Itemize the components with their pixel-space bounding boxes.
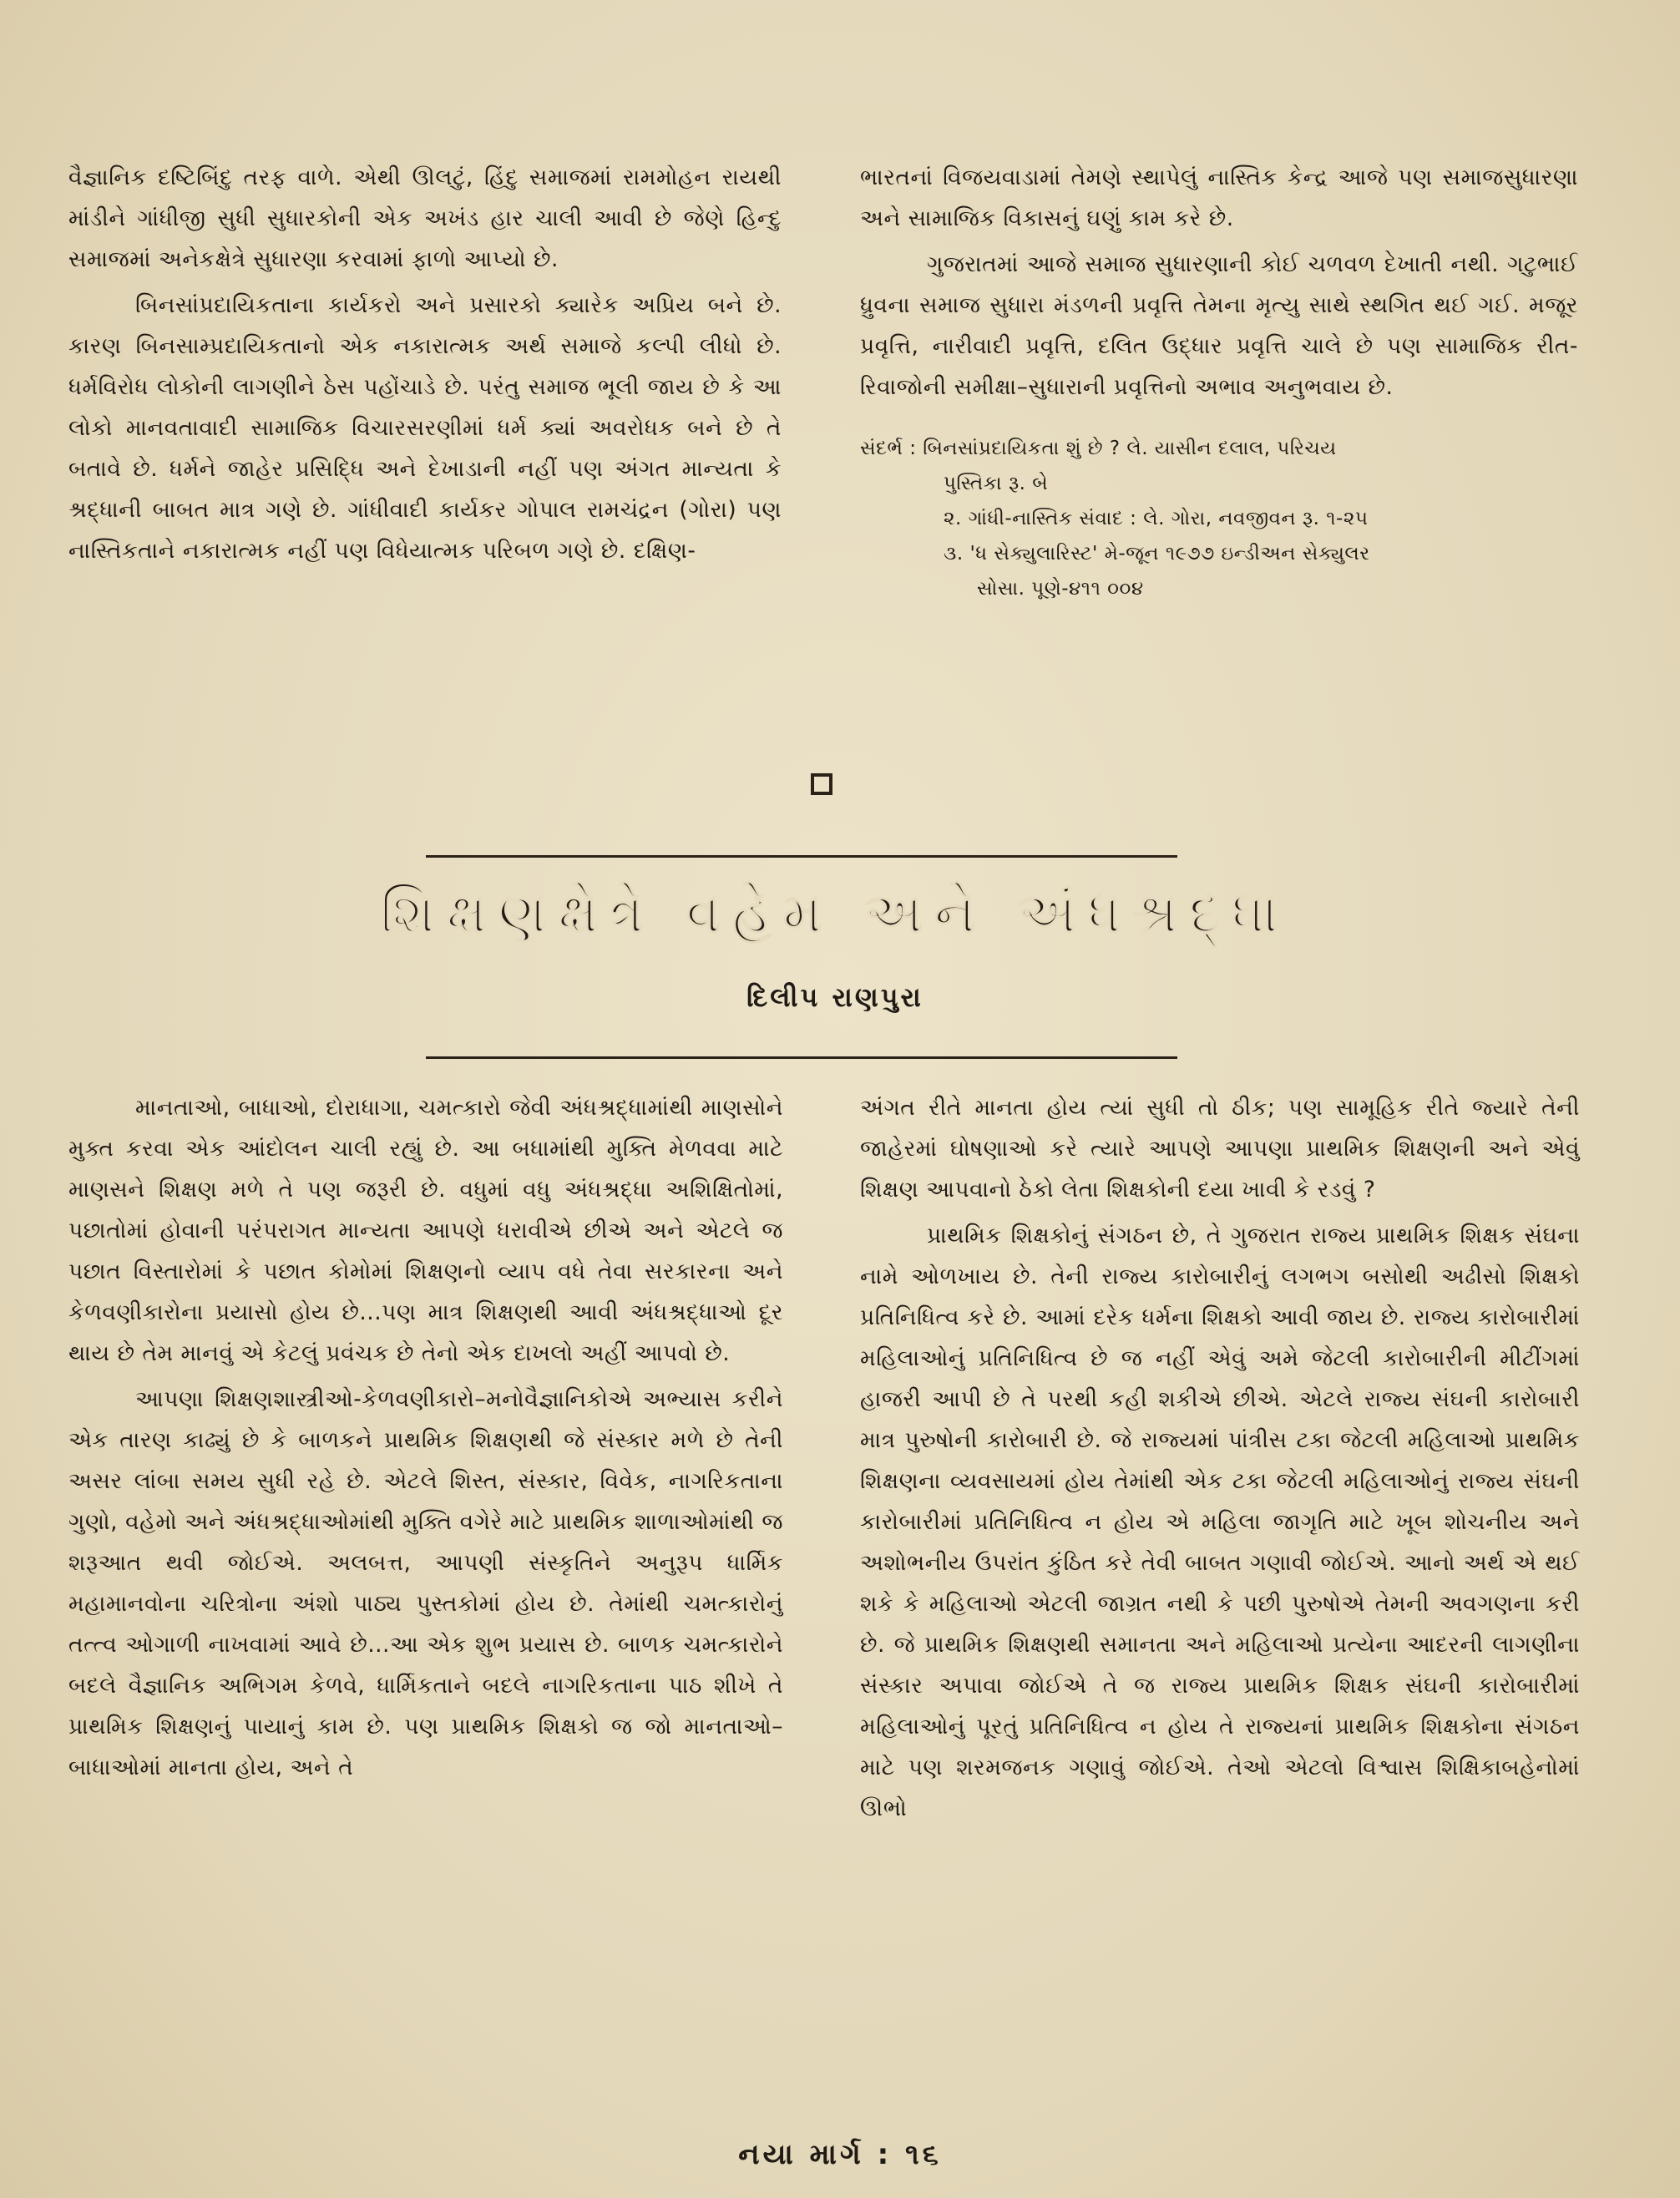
previous-article-left-column <box>68 157 782 571</box>
reference-line: ૨. ગાંધી-નાસ્તિક સંવાદ : લે. ગોરા, નવજીવન રૂ. ૧-૨૫ <box>944 508 1369 529</box>
reference-line: સોસા. પૂણે-૪૧૧ ૦૦૪ <box>977 578 1144 600</box>
divider <box>426 855 1177 858</box>
page-footer: નયા માર્ગ : ૧૬ <box>738 2138 942 2171</box>
article-left-column <box>68 1087 783 1788</box>
reference-line: પુસ્તિકા રૂ. બે <box>944 473 1049 494</box>
paragraph: બિનસાંપ્રદાયિકતાના કાર્યકરો અને પ્રસારકો ક્યારેક અપ્રિય બને છે. કારણ બિનસામ્પ્રદાયિકતાનો એક નકારાત્મક અર્થ સમાજે કલ્પી લીધો છે. ધર્મવિરોધ લોકોની લાગણીને ઠેસ પહોંચાડે છે. પરંતુ સમાજ ભૂલી જાય છે કે આ લોકો માનવતાવાદી સામાજિક વિચારસરણીમાં ધર્મ ક્યાં અવરોધક બને છે તે બતાવે છે. ધર્મને જાહેર પ્રસિદ્ધિ અને દેખાડાની નહીં પણ અંગત માન્યતા કે શ્રદ્ધાની બાબત માત્ર ગણે છે. ગાંધીવાદી કાર્યકર ગોપાલ રામચંદ્રન (ગોરા) પણ નાસ્તિકતાને નકારાત્મક નહીં પણ વિધેયાત્મક પરિબળ ગણે છે. દક્ષિણ- <box>68 292 782 564</box>
paragraph: આપણા શિક્ષણશાસ્ત્રીઓ-કેળવણીકારો–મનોવૈજ્ઞાનિકોએ અભ્યાસ કરીને એક તારણ કાઢ્યું છે કે બાળકને પ્રાથમિક શિક્ષણથી જે સંસ્કાર મળે છે તેની અસર લાંબા સમય સુધી રહે છે. એટલે શિસ્ત, સંસ્કાર, વિવેક, નાગરિકતાના ગુણો, વહેમો અને અંધશ્રદ્ધાઓમાંથી મુક્તિ વગેરે માટે પ્રાથમિક શાળાઓમાંથી જ શરૂઆત થવી જોઈએ. અલબત્ત, આપણી સંસ્કૃતિને અનુરૂપ ધાર્મિક મહામાનવોના ચરિત્રોના અંશો પાઠ્ય પુસ્તકોમાં હોય છે. તેમાંથી ચમત્કારોનું તત્ત્વ ઓગાળી નાખવામાં આવે છે...આ એક શુભ પ્રયાસ છે. બાળક ચમત્કારોને બદલે વૈજ્ઞાનિક અભિગમ કેળવે, ધાર્મિકતાને બદલે નાગરિકતાના પાઠ શીખે તે પ્રાથમિક શિક્ષણનું પાયાનું કામ છે. પણ પ્રાથમિક શિક્ષકો જ જો માનતાઓ–બાધાઓમાં માનતા હોય, અને તે <box>68 1386 783 1780</box>
paragraph: પ્રાથમિક શિક્ષકોનું સંગઠન છે, તે ગુજરાત રાજ્ય પ્રાથમિક શિક્ષક સંઘના નામે ઓળખાય છે. તેની રાજ્ય કારોબારીનું લગભગ બસોથી અઢીસો શિક્ષકો પ્રતિનિધિત્વ કરે છે. આમાં દરેક ધર્મના શિક્ષકો આવી જાય છે. રાજ્ય કારોબારીમાં મહિલાઓનું પ્રતિનિધિત્વ છે જ નહીં એવું અમે જેટલી કારોબારીની મીટીંગમાં હાજરી આપી છે તે પરથી કહી શકીએ છીએ. એટલે રાજ્ય સંઘની કારોબારી માત્ર પુરુષોની કારોબારી છે. જે રાજ્યમાં પાંત્રીસ ટકા જેટલી મહિલાઓ પ્રાથમિક શિક્ષણના વ્યવસાયમાં હોય તેમાંથી એક ટકા જેટલી મહિલાઓનું રાજ્ય સંઘની કારોબારીમાં પ્રતિનિધિત્વ ન હોય એ મહિલા જાગૃતિ માટે ખૂબ શોચનીય અને અશોભનીય ઉપરાંત કુંઠિત કરે તેવી બાબત ગણાવી જોઈએ. આનો અર્થ એ થઈ શકે કે મહિલાઓ એટલી જાગ્રત નથી કે પછી પુરુષોએ તેમની અવગણના કરી છે. જે પ્રાથમિક શિક્ષણથી સમાનતા અને મહિલાઓ પ્રત્યેના આદરની લાગણીના સંસ્કાર અપાવા જોઈએ તે જ રાજ્ય પ્રાથમિક શિક્ષક સંઘની કારોબારીમાં મહિલાઓનું પૂરતું પ્રતિનિધિત્વ ન હોય તે રાજ્યનાં પ્રાથમિક શિક્ષકોના સંગઠન માટે પણ શરમજનક ગણાવું જોઈએ. તેઓ એટલો વિશ્વાસ શિક્ષિકાબહેનોમાં ઊભો <box>860 1223 1580 1821</box>
article-author: દિલીપ રાણપુરા <box>746 981 923 1013</box>
end-of-article-square-icon <box>811 773 832 795</box>
references <box>860 431 1578 606</box>
paragraph: માનતાઓ, બાધાઓ, દોરાધાગા, ચમત્કારો જેવી અંધશ્રદ્ધામાંથી માણસોને મુક્ત કરવા એક આંદોલન ચાલી રહ્યું છે. આ બધામાંથી મુક્તિ મેળવવા માટે માણસને શિક્ષણ મળે તે પણ જરૂરી છે. વધુમાં વધુ અંધશ્રદ્ધા અશિક્ષિતોમાં, પછાતોમાં હોવાની પરંપરાગત માન્યતા આપણે ધરાવીએ છીએ અને એટલે જ પછાત વિસ્તારોમાં કે પછાત કોમોમાં શિક્ષણનો વ્યાપ વધે તેવા સરકારના અને કેળવણીકારોના પ્રયાસો હોય છે...પણ માત્ર શિક્ષણથી આવી અંધશ્રદ્ધાઓ દૂર થાય છે તેમ માનવું એ કેટલું પ્રવંચક છે તેનો એક દાખલો અહીં આપવો છે. <box>68 1095 783 1366</box>
previous-article-right-column <box>860 157 1578 606</box>
article-title: શિક્ષણક્ષેત્રે વહેમ અને અંધશ્રદ્ધા <box>380 881 1290 945</box>
paragraph: ભારતનાં વિજયવાડામાં તેમણે સ્થાપેલું નાસ્તિક કેન્દ્ર આજે પણ સમાજસુધારણા અને સામાજિક વિકાસનું ઘણું કામ કરે છે. <box>860 165 1578 231</box>
reference-line: સંદર્ભ : બિનસાંપ્રદાયિકતા શું છે ? લે. યાસીન દલાલ, પરિચય <box>860 438 1337 459</box>
paragraph: ગુજરાતમાં આજે સમાજ સુધારણાની કોઈ ચળવળ દેખાતી નથી. ગટુભાઈ ધ્રુવના સમાજ સુધારા મંડળની પ્રવૃત્તિ તેમના મૃત્યુ સાથે સ્થગિત થઈ ગઈ. મજૂર પ્રવૃત્તિ, નારીવાદી પ્રવૃત્તિ, દલિત ઉદ્ધાર પ્રવૃત્તિ ચાલે છે પણ સામાજિક રીત-રિવાજોની સમીક્ષા–સુધારાની પ્રવૃત્તિનો અભાવ અનુભવાય છે. <box>860 251 1578 400</box>
article-right-column <box>860 1087 1580 1829</box>
paragraph: અંગત રીતે માનતા હોય ત્યાં સુધી તો ઠીક; પણ સામૂહિક રીતે જ્યારે તેની જાહેરમાં ઘોષણાઓ કરે ત્યારે આપણે આપણા પ્રાથમિક શિક્ષણની અને એવું શિક્ષણ આપવાનો ઠેકો લેતા શિક્ષકોની દયા ખાવી કે રડવું ? <box>860 1095 1580 1203</box>
reference-line: ૩. 'ધ સેક્યુલારિસ્ટ' મે-જૂન ૧૯૭૭ ઇન્ડીઅન સેક્યુલર <box>944 543 1370 565</box>
divider <box>426 1056 1177 1059</box>
paragraph: વૈજ્ઞાનિક દષ્ટિબિંદુ તરફ વાળે. એથી ઊલટું, હિંદુ સમાજમાં રામમોહન રાયથી માંડીને ગાંધીજી સુધી સુધારકોની એક અખંડ હાર ચાલી આવી છે જેણે હિન્દુ સમાજમાં અનેકક્ષેત્રે સુધારણા કરવામાં ફાળો આપ્યો છે. <box>68 165 782 272</box>
